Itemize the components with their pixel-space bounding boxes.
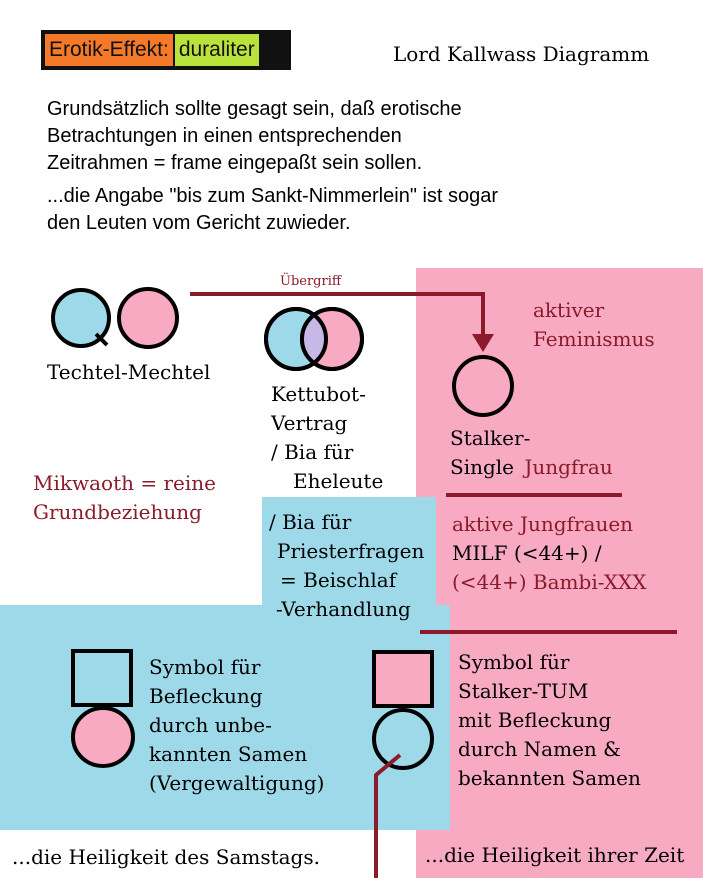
stalker-single-text: Single bbox=[450, 455, 515, 479]
tum-line-4: durch Namen & bbox=[458, 737, 621, 761]
tum-line-3: mit Befleckung bbox=[458, 708, 612, 732]
tum-label bbox=[458, 648, 641, 793]
aktive-line-1: aktive Jungfrauen bbox=[452, 512, 634, 536]
befleckung-line-3: durch unbe- bbox=[149, 713, 272, 737]
techtel-pink-circle bbox=[119, 289, 177, 347]
tum-line-1: Symbol für bbox=[458, 650, 570, 674]
stalker-label bbox=[450, 424, 613, 482]
tum-square bbox=[374, 652, 432, 706]
aktive-line-3: (<44+) Bambi-XXX bbox=[452, 570, 647, 594]
kettubot-line-3: / Bia für bbox=[271, 440, 354, 464]
priester-line-3: = Beischlaf bbox=[280, 568, 397, 592]
aktive-jungfrauen-label bbox=[452, 510, 646, 597]
intro-line-3: Zeitrahmen = frame eingepaßt sein sollen. bbox=[47, 152, 423, 174]
intro-line-5: den Leuten vom Gericht zuwieder. bbox=[47, 212, 351, 234]
befleckung-circle bbox=[73, 708, 133, 766]
kettubot-line-2: Vertrag bbox=[271, 411, 348, 435]
badge-label: Erotik-Effekt: bbox=[45, 34, 173, 66]
befleckung-line-5: (Vergewaltigung) bbox=[149, 771, 325, 795]
feminismus-line-2: Feminismus bbox=[533, 327, 655, 351]
mikwaoth-line-1: Mikwaoth = reine bbox=[33, 471, 216, 495]
mikwaoth-label bbox=[33, 469, 216, 527]
kettubot-line-4: Eheleute bbox=[293, 469, 384, 493]
jungfrau-text: Jungfrau bbox=[524, 455, 613, 479]
feminismus-label bbox=[533, 296, 655, 354]
kettubot-line-1: Kettubot- bbox=[271, 382, 366, 406]
priester-line-2: Priesterfragen bbox=[277, 539, 425, 563]
techtel-label: Techtel-Mechtel bbox=[47, 360, 211, 384]
tum-circle bbox=[374, 710, 432, 768]
tum-line-2: Stalker-TUM bbox=[458, 679, 589, 703]
intro-line-1: Grundsätzlich sollte gesagt sein, daß erotische bbox=[47, 98, 462, 120]
page-title: Lord Kallwass Diagramm bbox=[393, 42, 650, 66]
badge-value: duraliter bbox=[175, 34, 259, 66]
uebergriff-arrow-head bbox=[472, 334, 494, 352]
mikwaoth-line-2: Grundbeziehung bbox=[33, 500, 202, 524]
priester-label bbox=[269, 508, 424, 624]
kettubot-label bbox=[271, 380, 383, 496]
intro-line-2: Betrachtungen in einen entsprechenden bbox=[47, 125, 402, 147]
befleckung-label bbox=[149, 653, 325, 798]
befleckung-line-1: Symbol für bbox=[149, 655, 261, 679]
befleckung-line-4: kannten Samen bbox=[149, 742, 308, 766]
stalker-line-1: Stalker- bbox=[450, 426, 531, 450]
priester-line-4: -Verhandlung bbox=[276, 597, 411, 621]
tum-line-5: bekannten Samen bbox=[458, 766, 641, 790]
uebergriff-label: Übergriff bbox=[280, 274, 342, 289]
befleckung-line-2: Befleckung bbox=[149, 684, 263, 708]
intro-line-4: ...die Angabe "bis zum Sankt-Nimmerlein" ist sogar bbox=[47, 185, 499, 207]
stalker-circle bbox=[454, 357, 512, 415]
stalker-line-2 bbox=[450, 453, 613, 482]
aktive-line-2: MILF (<44+) / bbox=[452, 541, 602, 565]
samstag-caption: ...die Heiligkeit des Samstags. bbox=[12, 845, 320, 869]
zeit-caption: ...die Heiligkeit ihrer Zeit bbox=[425, 843, 685, 867]
befleckung-square bbox=[73, 651, 131, 705]
feminismus-line-1: aktiver bbox=[533, 298, 605, 322]
tum-line bbox=[376, 755, 400, 878]
priester-line-1: / Bia für bbox=[269, 510, 352, 534]
